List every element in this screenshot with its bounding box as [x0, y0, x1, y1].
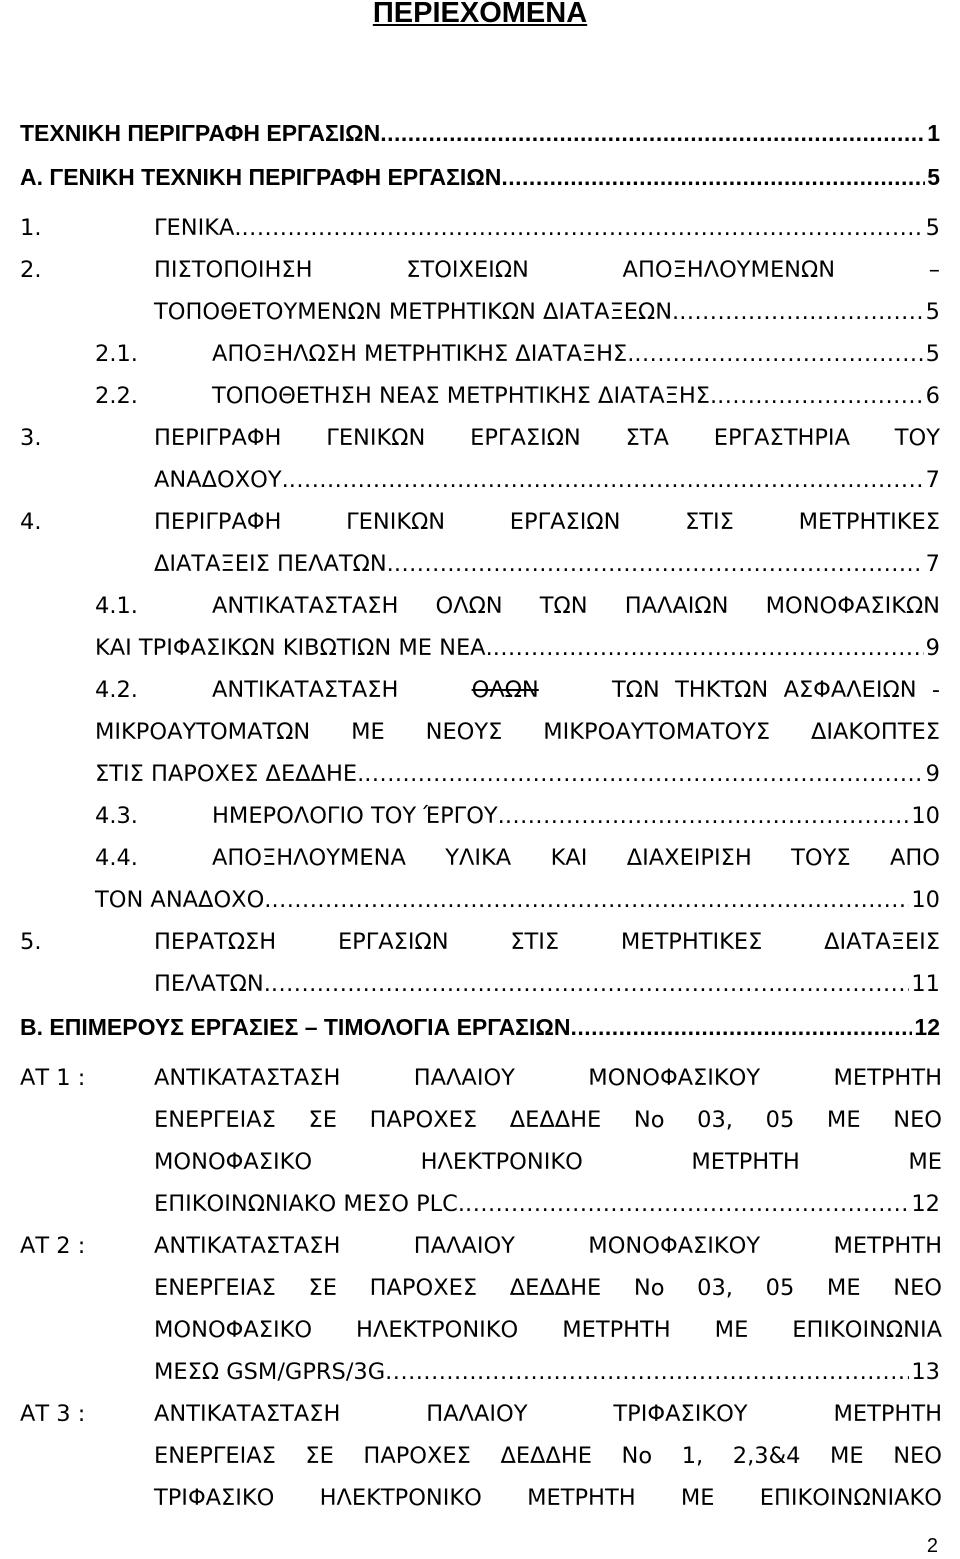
toc-page-number: 7 [925, 467, 940, 493]
toc-entry-text: Β. ΕΠΙΜΕΡΟΥΣ ΕΡΓΑΣΙΕΣ – ΤΙΜΟΛΟΓΙΑ ΕΡΓΑΣΙΩΝ [20, 1014, 571, 1040]
toc-entry-text: ΤΡΙΦΑΣΙΚΟ ΗΛΕΚΤΡΟΝΙΚΟ ΜΕΤΡΗΤΗ ΜΕ ΕΠΙΚΟΙΝΩΝΙΑΚΟ [154, 1485, 942, 1511]
toc-entry-number: 3. [20, 425, 42, 451]
toc-page-number: 11 [911, 971, 940, 997]
toc-entry-text: ΜΕΣΩ GSM/GPRS/3G [154, 1359, 386, 1385]
toc-entry-continuation[interactable] [154, 1315, 942, 1345]
toc-entry-text: ΔΙΑΤΑΞΕΙΣ ΠΕΛΑΤΩΝ. [154, 551, 394, 577]
toc-page-number: 5 [925, 341, 940, 367]
toc-leader [493, 633, 924, 663]
toc-entry[interactable] [20, 507, 940, 537]
toc-entry-text-part: ΤΩΝ ΤΗΚΤΩΝ ΑΣΦΑΛΕΙΩΝ - [611, 677, 940, 703]
toc-entry[interactable] [95, 381, 940, 411]
toc-leader [394, 549, 924, 579]
toc-entry-number: 1. [20, 215, 42, 241]
toc-entry-text: ΕΠΙΚΟΙΝΩΝΙΑΚΟ ΜΕΣΟ PLC. [154, 1191, 466, 1217]
toc-page-number: 10 [911, 803, 940, 829]
toc-entry-text: ΠΙΣΤΟΠΟΙΗΣΗ ΣΤΟΙΧΕΙΩΝ ΑΠΟΞΗΛΟΥΜΕΝΩΝ – [154, 257, 940, 283]
toc-page-number: 12 [914, 1014, 940, 1040]
toc-page-number: 9 [925, 635, 940, 661]
toc-page-number: 5 [927, 164, 940, 190]
toc-leader [289, 465, 924, 495]
toc-entry-continuation[interactable] [154, 465, 940, 495]
toc-entry-continuation[interactable] [154, 1441, 942, 1471]
toc-entry-text: ΓΕΝΙΚΑ. [154, 215, 242, 241]
toc-leader [364, 759, 923, 789]
toc-entry-continuation[interactable] [154, 969, 940, 999]
toc-entry-text: ΗΜΕΡΟΛΟΓΙΟ ΤΟΥ ΈΡΓΟΥ. [212, 803, 505, 829]
toc-entry-continuation[interactable] [154, 549, 940, 579]
toc-entry-text: ΜΟΝΟΦΑΣΙΚΟ ΗΛΕΚΤΡΟΝΙΚΟ ΜΕΤΡΗΤΗ ΜΕ ΕΠΙΚΟΙΝΩΝΙΑ [154, 1317, 942, 1343]
toc-entry-number: 2. [20, 257, 42, 283]
toc-entry-number: 2.2. [95, 383, 138, 409]
toc-leader [717, 381, 924, 411]
toc-entry-number: 4.1. [95, 593, 138, 619]
toc-page-number: 6 [925, 383, 940, 409]
toc-entry[interactable] [20, 423, 940, 453]
toc-entry[interactable] [95, 675, 940, 705]
toc-entry[interactable] [20, 162, 940, 192]
toc-entry-continuation[interactable] [95, 717, 940, 747]
toc-leader [271, 885, 909, 915]
toc-leader [242, 213, 924, 243]
toc-entry-text: ΑΝΤΙΚΑΤΑΣΤΑΣΗ ΠΑΛΑΙΟΥ ΤΡΙΦΑΣΙΚΟΥ ΜΕΤΡΗΤΗ [154, 1401, 942, 1427]
toc-page-number: 5 [925, 299, 940, 325]
toc-entry-text: ΤΕΧΝΙΚΗ ΠΕΡΙΓΡΑΦΗ ΕΡΓΑΣΙΩΝ [20, 120, 381, 146]
toc-entry-continuation[interactable] [154, 1357, 940, 1387]
toc-entry-continuation[interactable] [154, 1189, 940, 1219]
page-number: 2 [926, 1535, 938, 1557]
toc-entry-continuation[interactable] [95, 633, 940, 663]
toc-entry[interactable] [95, 801, 940, 831]
toc-entry-continuation[interactable] [95, 759, 940, 789]
toc-entry-continuation[interactable] [154, 297, 940, 327]
toc-entry[interactable] [20, 255, 940, 285]
toc-entry-text: ΕΝΕΡΓΕΙΑΣ ΣΕ ΠΑΡΟΧΕΣ ΔΕΔΔΗΕ Νο 1, 2,3&4 ΜΕ ΝΕΟ [154, 1443, 942, 1469]
toc-entry-number: 5. [20, 929, 42, 955]
toc-entry-continuation[interactable] [154, 1273, 942, 1303]
toc-entry-text [212, 675, 940, 705]
toc-entry-number: ΑΤ 1 : [20, 1065, 86, 1091]
toc-entry-text: ΕΝΕΡΓΕΙΑΣ ΣΕ ΠΑΡΟΧΕΣ ΔΕΔΔΗΕ Νο 03, 05 ΜΕ ΝΕΟ [154, 1107, 942, 1133]
toc-entry[interactable] [20, 927, 940, 957]
toc-leader [465, 1189, 909, 1219]
toc-entry-text: ΑΝΤΙΚΑΤΑΣΤΑΣΗ ΠΑΛΑΙΟΥ ΜΟΝΟΦΑΣΙΚΟΥ ΜΕΤΡΗΤΗ [154, 1233, 942, 1259]
toc-entry-number: ΑΤ 3 : [20, 1401, 86, 1427]
toc-page-number: 1 [927, 120, 940, 146]
toc-entry-text: ΑΠΟΞΗΛΟΥΜΕΝΑ ΥΛΙΚΑ ΚΑΙ ΔΙΑΧΕΙΡΙΣΗ ΤΟΥΣ ΑΠΟ [212, 845, 940, 871]
toc-entry-number: 2.1. [95, 341, 138, 367]
toc-entry[interactable] [20, 118, 940, 148]
toc-entry-text: ΤΟΝ ΑΝΑΔΟΧΟ. [95, 887, 272, 913]
toc-entry[interactable] [95, 591, 940, 621]
toc-entry-text: ΤΟΠΟΘΕΤΟΥΜΕΝΩΝ ΜΕΤΡΗΤΙΚΩΝ ΔΙΑΤΑΞΕΩΝ. [154, 299, 680, 325]
toc-entry[interactable] [95, 339, 940, 369]
toc-entry-number: ΑΤ 2 : [20, 1233, 86, 1259]
toc-entry-text: ΑΝΤΙΚΑΤΑΣΤΑΣΗ ΟΛΩΝ ΤΩΝ ΠΑΛΑΙΩΝ ΜΟΝΟΦΑΣΙΚΩΝ [212, 593, 940, 619]
toc-entry-continuation[interactable] [154, 1105, 942, 1135]
toc-leader [570, 1012, 912, 1042]
toc-entry-continuation[interactable] [154, 1147, 942, 1177]
toc-entry-text: ΜΟΝΟΦΑΣΙΚΟ ΗΛΕΚΤΡΟΝΙΚΟ ΜΕΤΡΗΤΗ ΜΕ [154, 1149, 942, 1175]
struck-text: ΟΛΩΝ [471, 677, 539, 703]
toc-page-number: 13 [911, 1359, 940, 1385]
toc-entry[interactable] [20, 1399, 942, 1429]
toc-entry-text: ΜΙΚΡΟΑΥΤΟΜΑΤΩΝ ΜΕ ΝΕΟΥΣ ΜΙΚΡΟΑΥΤΟΜΑΤΟΥΣ ΔΙΑΚΟΠΤΕΣ [95, 719, 940, 745]
toc-page-number: 10 [911, 887, 940, 913]
toc-entry-text: ΠΕΡΑΤΩΣΗ ΕΡΓΑΣΙΩΝ ΣΤΙΣ ΜΕΤΡΗΤΙΚΕΣ ΔΙΑΤΑΞΕΙΣ [154, 929, 940, 955]
toc-entry-text: ΑΝΑΔΟΧΟΥ. [154, 467, 289, 493]
toc-leader [634, 339, 923, 369]
toc-page-number: 7 [925, 551, 940, 577]
toc-entry-text: ΠΕΡΙΓΡΑΦΗ ΓΕΝΙΚΩΝ ΕΡΓΑΣΙΩΝ ΣΤΙΣ ΜΕΤΡΗΤΙΚΕΣ [154, 509, 940, 535]
toc-entry-text: Α. ΓΕΝΙΚΗ ΤΕΧΝΙΚΗ ΠΕΡΙΓΡΑΦΗ ΕΡΓΑΣΙΩΝ [20, 164, 502, 190]
toc-leader [271, 969, 910, 999]
toc-leader [380, 118, 925, 148]
toc-page-number: 5 [925, 215, 940, 241]
toc-entry[interactable] [20, 1231, 942, 1261]
toc-entry-number: 4. [20, 509, 42, 535]
toc-entry-continuation[interactable] [95, 885, 940, 915]
toc-leader [501, 162, 925, 192]
toc-entry-text: ΤΟΠΟΘΕΤΗΣΗ ΝΕΑΣ ΜΕΤΡΗΤΙΚΗΣ ΔΙΑΤΑΞΗΣ. [212, 383, 718, 409]
toc-entry-text: ΣΤΙΣ ΠΑΡΟΧΕΣ ΔΕΔΔΗΕ. [95, 761, 365, 787]
toc-entry-text: ΑΝΤΙΚΑΤΑΣΤΑΣΗ ΠΑΛΑΙΟΥ ΜΟΝΟΦΑΣΙΚΟΥ ΜΕΤΡΗΤΗ [154, 1065, 942, 1091]
toc-entry-text: ΚΑΙ ΤΡΙΦΑΣΙΚΩΝ ΚΙΒΩΤΙΩΝ ΜΕ ΝΕΑ. [95, 635, 493, 661]
toc-entry-text-part: ΑΝΤΙΚΑΤΑΣΤΑΣΗ [212, 677, 399, 703]
toc-page-number: 9 [925, 761, 940, 787]
toc-page-number: 12 [911, 1191, 940, 1217]
toc-entry-text: ΕΝΕΡΓΕΙΑΣ ΣΕ ΠΑΡΟΧΕΣ ΔΕΔΔΗΕ Νο 03, 05 ΜΕ ΝΕΟ [154, 1275, 942, 1301]
toc-entry-number: 4.3. [95, 803, 138, 829]
toc-leader [679, 297, 923, 327]
toc-entry-text: ΠΕΛΑΤΩΝ. [154, 971, 271, 997]
toc-entry[interactable] [20, 1063, 942, 1093]
toc-entry-text: ΑΠΟΞΗΛΩΣΗ ΜΕΤΡΗΤΙΚΗΣ ΔΙΑΤΑΞΗΣ. [212, 341, 635, 367]
page-title: ΠΕΡΙΕΧΟΜΕΝΑ [372, 0, 588, 29]
toc-entry[interactable] [20, 1012, 940, 1042]
toc-entry-continuation[interactable] [154, 1483, 942, 1513]
toc-entry[interactable] [95, 843, 940, 873]
toc-entry-number: 4.4. [95, 845, 138, 871]
toc-leader [385, 1357, 909, 1387]
toc-entry[interactable] [20, 213, 940, 243]
toc-leader [505, 801, 910, 831]
toc-entry-text: ΠΕΡΙΓΡΑΦΗ ΓΕΝΙΚΩΝ ΕΡΓΑΣΙΩΝ ΣΤΑ ΕΡΓΑΣΤΗΡΙΑ ΤΟΥ [154, 425, 940, 451]
toc-entry-number: 4.2. [95, 677, 138, 703]
